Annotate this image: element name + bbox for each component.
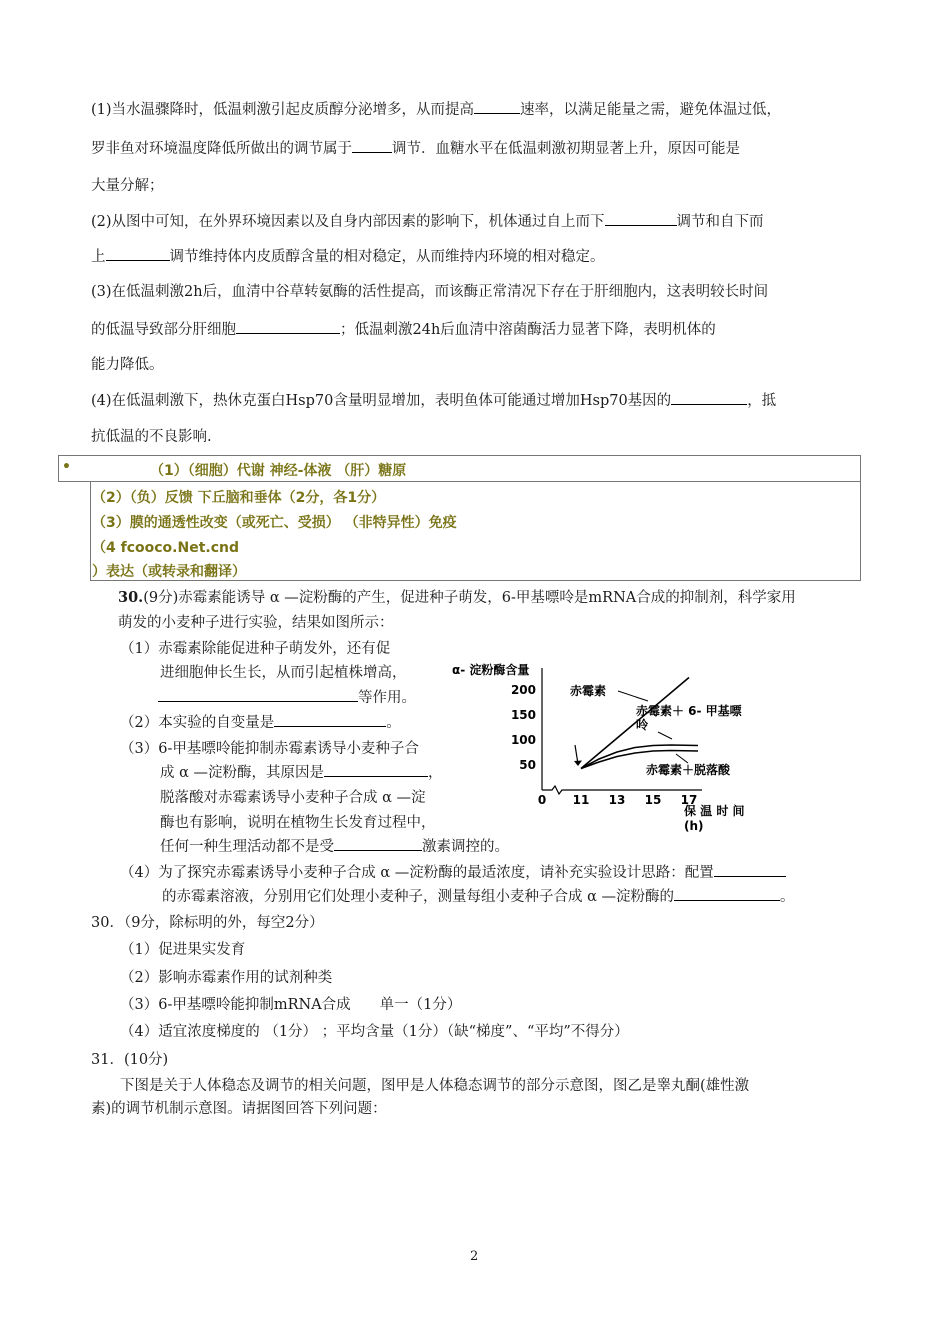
ans30-4: （4）适宜浓度梯度的 （1分） ；平均含量（1分）（缺“梯度”、“平均”不得分） bbox=[120, 1024, 629, 1040]
q30-stem-line1: 30.(9分)赤霉素能诱导 α —淀粉酶的产生，促进种子萌发，6-甲基嘌呤是mRNA合成的抑制剂，科学家用 bbox=[118, 589, 796, 606]
series-label-gibberellin: 赤霉素 bbox=[570, 684, 607, 698]
answer-line-1: （1）（细胞）代谢 神经-体液 （肝）糖原 bbox=[150, 463, 407, 479]
leader-gibberellin bbox=[618, 691, 648, 701]
chart-x-tick-label: 13 bbox=[608, 793, 626, 807]
q-prev-p1-line3: 大量分解； bbox=[91, 178, 164, 194]
q30-sub3-line5: 任何一种生理活动都不是受 激素调控的。 bbox=[160, 835, 509, 856]
series-label-gib-methylpurine-b: 呤 bbox=[636, 718, 649, 732]
blank[interactable] bbox=[605, 211, 677, 226]
ans30-3: （3）6-甲基嘌呤能抑制mRNA合成 单一（1分） bbox=[120, 997, 462, 1013]
q30-sub4-line1: （4）为了探究赤霉素诱导小麦种子合成 α —淀粉酶的最适浓度，请补充实验设计思路：配置 bbox=[120, 861, 786, 882]
chart-x-label-2: (h) bbox=[684, 819, 704, 833]
q30-sub3-line4: 酶也有影响，说明在植物生长发育过程中， bbox=[160, 815, 436, 831]
ans30-2: （2）影响赤霉素作用的试剂种类 bbox=[120, 970, 333, 986]
answer-line-4: （4 fcooco.Net.cnd bbox=[92, 540, 239, 556]
q30-sub3-line3: 脱落酸对赤霉素诱导小麦种子合成 α —淀 bbox=[160, 790, 426, 806]
blank[interactable] bbox=[352, 138, 392, 153]
q30-sub4-line2: 的赤霉素溶液，分别用它们处理小麦种子，测量每组小麦种子合成 α —淀粉酶的 。 bbox=[162, 885, 795, 906]
q-prev-p1-line1: (1)当水温骤降时，低温刺激引起皮质醇分泌增多，从而提高 速率，以满足能量之需，避免体温过低， bbox=[91, 98, 781, 119]
q-prev-p3-line1: (3)在低温刺激2h后，血清中谷草转氨酶的活性提高，而该酶正常清况下存在于肝细胞内，这表明较长时间 bbox=[91, 284, 769, 300]
blank[interactable] bbox=[236, 319, 340, 334]
blank[interactable] bbox=[106, 246, 170, 261]
chart-x-tick-label: 11 bbox=[572, 793, 590, 807]
start-arrow-head bbox=[574, 761, 582, 767]
q30-sub3-line2: 成 α —淀粉酶，其原因是 ， bbox=[160, 761, 443, 782]
q30-sub1-line2: 进细胞伸长生长，从而引起植株增高， bbox=[160, 665, 407, 681]
chart-y-tick-label: 150 bbox=[510, 708, 536, 722]
q30-sub3-line1: （3）6-甲基嘌呤能抑制赤霉素诱导小麦种子合 bbox=[120, 741, 419, 757]
answer-line-2: （2）（负）反馈 下丘脑和垂体（2分，各1分） bbox=[92, 490, 386, 506]
q-prev-p4-line2: 抗低温的不良影响. bbox=[91, 429, 212, 445]
chart-y-label: α- 淀粉酶含量 bbox=[452, 663, 530, 677]
chart-y-tick-label: 50 bbox=[519, 758, 536, 772]
q30-sub1-line3: 等作用。 bbox=[158, 686, 416, 707]
chart-x-tick-label: 17 bbox=[680, 793, 698, 807]
series-label-gib-methylpurine-a: 赤霉素＋ 6- 甲基嘌 bbox=[636, 704, 742, 718]
blank[interactable] bbox=[671, 390, 747, 405]
chart-x-tick-label: 15 bbox=[644, 793, 662, 807]
page-number: 2 bbox=[470, 1249, 479, 1264]
q31-line1: 下图是关于人体稳态及调节的相关问题，图甲是人体稳态调节的部分示意图，图乙是睾丸酮(雄性激 bbox=[120, 1078, 750, 1094]
answer-line-3: （3）膜的通透性改变（或死亡、受损） （非特异性）免疫 bbox=[92, 515, 457, 531]
blank[interactable] bbox=[274, 712, 386, 727]
q-prev-p4-line1: (4)在低温刺激下，热休克蛋白Hsp70含量明显增加，表明鱼体可能通过增加Hsp70基因的 ，抵 bbox=[91, 389, 776, 410]
chart-y-tick-label: 100 bbox=[510, 733, 536, 747]
q-prev-p3-line2: 的低温导致部分肝细胞 ；低温刺激24h后血清中溶菌酶活力显著下降，表明机体的 bbox=[91, 318, 716, 339]
q-prev-p1-line2: 罗非鱼对环境温度降低所做出的调节属于 调节．血糖水平在低温刺激初期显著上升，原因可能是 bbox=[91, 137, 740, 158]
leader-gib-methylpurine bbox=[658, 732, 672, 739]
q30-sub2: （2）本实验的自变量是 。 bbox=[120, 711, 401, 732]
series-label-gib-abscisic: 赤霉素＋脱落酸 bbox=[646, 763, 731, 777]
answer-line-5: ）表达（或转录和翻译） bbox=[92, 564, 246, 580]
q-prev-p2-line2: 上 调节维持体内皮质醇含量的相对稳定，从而维持内环境的相对稳定。 bbox=[91, 245, 605, 266]
blank[interactable] bbox=[714, 862, 786, 877]
blank[interactable] bbox=[474, 99, 520, 114]
q-prev-p2-line1: (2)从图中可知，在外界环境因素以及自身内部因素的影响下，机体通过自上而下 调节和自下而 bbox=[91, 210, 764, 231]
amylase-line-chart bbox=[440, 648, 770, 838]
blank[interactable] bbox=[324, 762, 428, 777]
chart-x-label-1: 保 温 时 间 bbox=[684, 804, 745, 818]
q30-sub1-line1: （1）赤霉素除能促进种子萌发外，还有促 bbox=[120, 641, 391, 657]
q31-line2: 素)的调节机制示意图。请据图回答下列问题： bbox=[91, 1101, 387, 1117]
ans30-head: 30．（9分，除标明的外，每空2分） bbox=[91, 915, 324, 931]
chart-x-tick-label: 0 bbox=[537, 793, 547, 807]
chart-x-ticks bbox=[538, 793, 698, 807]
ans30-1: （1）促进果实发育 bbox=[120, 942, 246, 958]
blank[interactable] bbox=[674, 886, 780, 901]
q30-stem-line2: 萌发的小麦种子进行实验，结果如图所示： bbox=[118, 615, 394, 631]
chart-y-ticks bbox=[511, 683, 536, 772]
q-prev-p3-line3: 能力降低。 bbox=[91, 357, 164, 373]
answer-bullet: • bbox=[62, 459, 71, 475]
blank[interactable] bbox=[158, 687, 358, 702]
chart-y-tick-label: 200 bbox=[510, 683, 536, 697]
q31-head: 31．(10分) bbox=[91, 1052, 169, 1068]
blank[interactable] bbox=[334, 836, 422, 851]
leader-gib-abscisic bbox=[676, 754, 688, 763]
